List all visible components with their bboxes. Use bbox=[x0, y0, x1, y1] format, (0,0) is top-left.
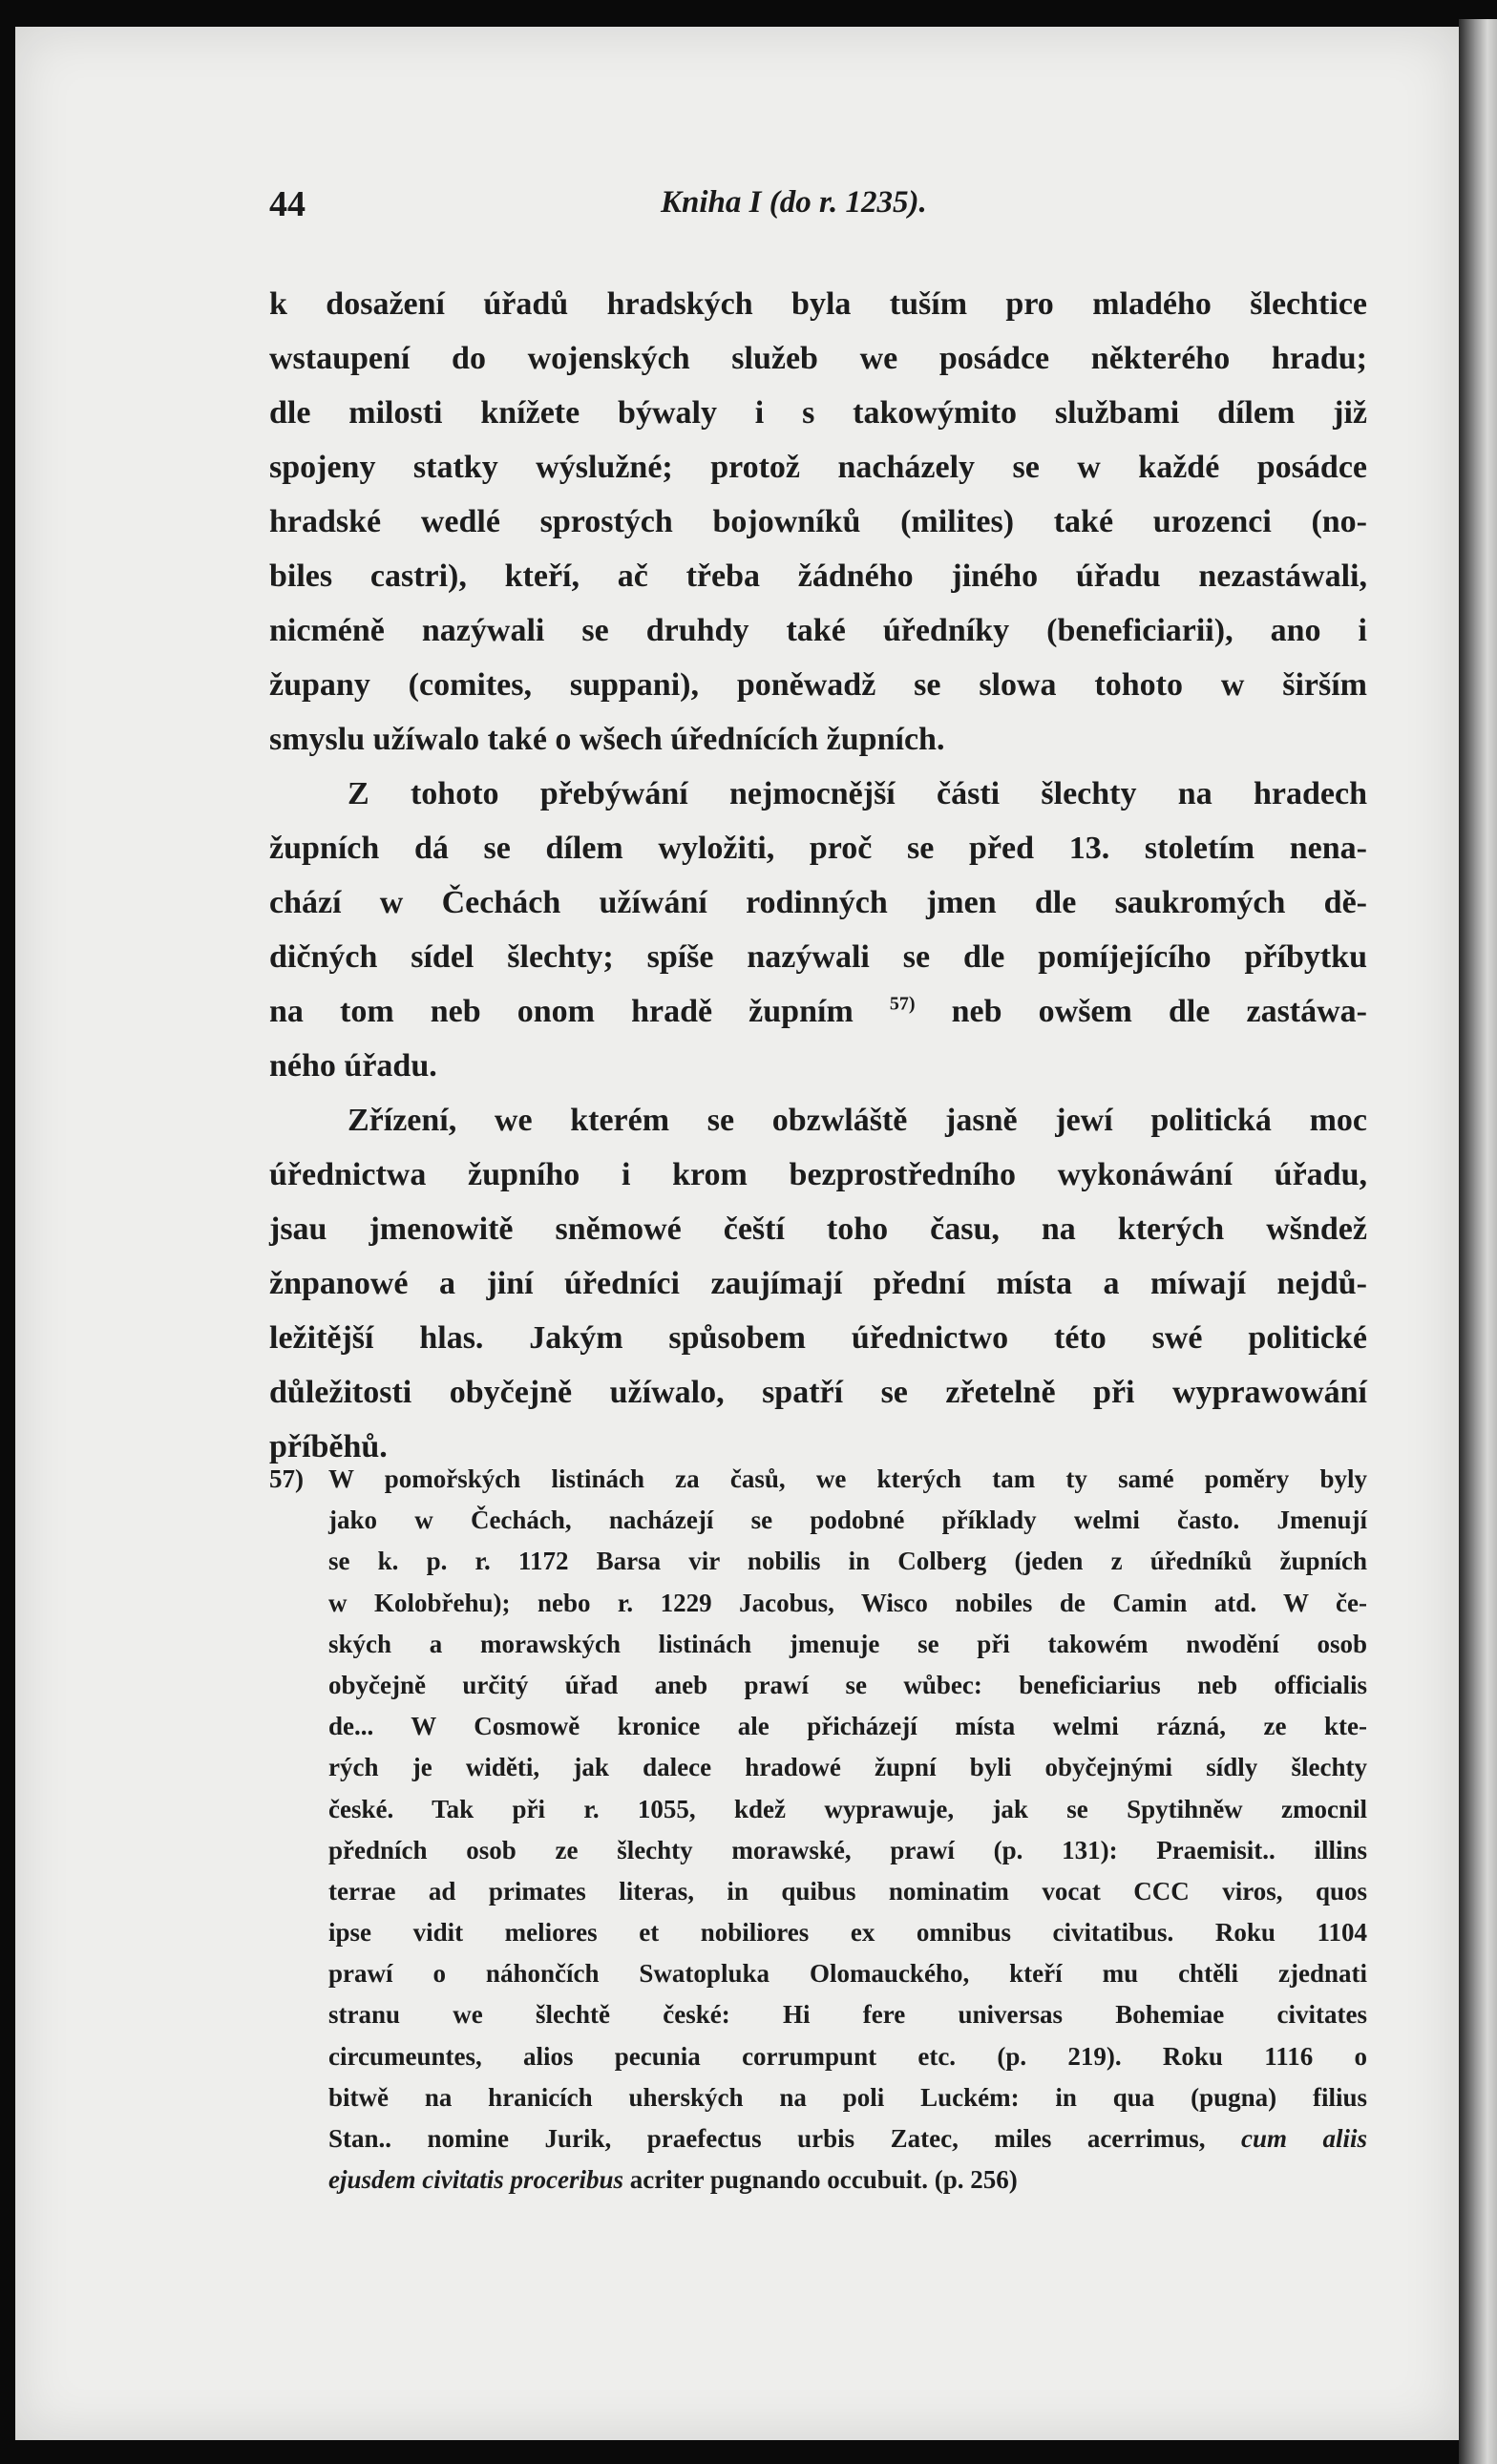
footnote-line: bitwě na hranicích uherských na poli Luckém: in qua (pugna) filius bbox=[328, 2082, 1367, 2112]
text-line: dičných sídel šlechty; spíše nazýwali se dle pomíjejícího příbytku bbox=[269, 939, 1367, 975]
text-line: důležitosti obyčejně užíwalo, spatří se zřetelně při wyprawowání bbox=[269, 1375, 1367, 1410]
footnote-line: jako w Čechách, nacházejí se podobné příklady welmi často. Jmenují bbox=[328, 1506, 1367, 1535]
text-line: ležitější hlas. Jakým spůsobem úřednictwo této swé politické bbox=[269, 1320, 1367, 1356]
text-line: nicméně nazýwali se druhdy také úředníky (beneficiarii), ano i bbox=[269, 613, 1367, 648]
paragraph-start: Z tohoto přebýwání nejmocnější části šlechty na hradech bbox=[348, 776, 1367, 811]
text-line: jsau jmenowitě sněmowé čeští toho času, na kterých wšndež bbox=[269, 1211, 1367, 1247]
footnote-line: circumeuntes, alios pecunia corrumpunt etc. (p. 219). Roku 1116 o bbox=[328, 2041, 1367, 2071]
footnote-line: se k. p. r. 1172 Barsa vir nobilis in Colberg (jeden z úředníků župních bbox=[328, 1547, 1367, 1576]
text-fragment: na tom neb onom hradě župním bbox=[269, 994, 854, 1029]
text-line: k dosažení úřadů hradských byla tuším pro mladého šlechtice bbox=[269, 286, 1367, 322]
running-head: Kniha I (do r. 1235). bbox=[661, 185, 927, 220]
footnote-line: ipse vidit meliores et nobiliores ex omnibus civitatibus. Roku 1104 bbox=[328, 1918, 1367, 1948]
footnote-line: stranu we šlechtě české: Hi fere universas Bohemiae civitates bbox=[328, 2000, 1367, 2030]
footnote-text: W pomořských listinách za časů, we kterých tam ty samé poměry byly bbox=[328, 1464, 1367, 1493]
footnote-line: w Kolobřehu); nebo r. 1229 Jacobus, Wisco nobiles de Camin atd. W če- bbox=[328, 1588, 1367, 1617]
footnotes bbox=[269, 1459, 1367, 2201]
text-line: biles castri), kteří, ač třeba žádného jiného úřadu nezastáwali, bbox=[269, 558, 1367, 594]
page-edge bbox=[1459, 19, 1497, 2464]
text-line: příběhů. bbox=[269, 1429, 388, 1464]
main-text bbox=[269, 277, 1367, 1474]
text-line: žnpanowé a jiní úředníci zaujímají přední místa a míwají nejdů- bbox=[269, 1266, 1367, 1301]
footnote-line bbox=[269, 2159, 1367, 2201]
text-line: wstaupení do wojenských služeb we posádce některého hradu; bbox=[269, 341, 1367, 376]
footnote-reference[interactable]: 57) bbox=[889, 993, 916, 1015]
footnote-line bbox=[269, 2118, 1367, 2159]
footnote-italic: cum aliis bbox=[1241, 2124, 1368, 2153]
footnote-line: prawí o náhončích Swatopluka Olomauckého, kteří mu chtěli zjednati bbox=[328, 1959, 1367, 1989]
footnote-text: Stan.. nomine Jurik, praefectus urbis Zatec, miles acerrimus, bbox=[328, 2124, 1206, 2153]
text-line: ného úřadu. bbox=[269, 1048, 437, 1084]
footnote-line bbox=[269, 1459, 1367, 1500]
footnote-line: české. Tak při r. 1055, kdež wyprawuje, jak se Spytihněw zmocnil bbox=[328, 1794, 1367, 1823]
text-line: spojeny statky wýslužné; protož nacházely se w každé posádce bbox=[269, 450, 1367, 485]
text-line: župany (comites, suppani), poněwadž se slowa tohoto w širším bbox=[269, 667, 1367, 703]
footnote-line: předních osob ze šlechty morawské, prawí (p. 131): Praemisit.. illins bbox=[328, 1835, 1367, 1864]
page-header bbox=[269, 183, 1367, 241]
page-number: 44 bbox=[269, 184, 306, 224]
footnote-line: obyčejně určitý úřad aneb prawí se wůbec: beneficiarius neb officialis bbox=[328, 1670, 1367, 1699]
footnote-line: de... W Cosmowě kronice ale přicházejí místa welmi rázná, ze kte- bbox=[328, 1712, 1367, 1741]
footnote-line: terrae ad primates literas, in quibus nominatim vocat CCC viros, quos bbox=[328, 1876, 1367, 1906]
text-line: dle milosti knížete býwaly i s takowýmito službami dílem již bbox=[269, 395, 1367, 431]
footnote-italic: ejusdem civitatis proceribus bbox=[328, 2165, 623, 2195]
text-line: úřednictwa župního i krom bezprostředního wykonáwání úřadu, bbox=[269, 1157, 1367, 1192]
text-line: chází w Čechách užíwání rodinných jmen dle saukromých dě- bbox=[269, 885, 1367, 920]
text-line bbox=[269, 984, 1367, 1039]
paragraph-start: Zřízení, we kterém se obzwláště jasně jewí politická moc bbox=[348, 1103, 1367, 1138]
footnote-line: rých je widěti, jak dalece hradowé župní byli obyčejnými sídly šlechty bbox=[328, 1753, 1367, 1782]
text-fragment: neb owšem dle zastáwa- bbox=[915, 994, 1368, 1029]
footnote-mark: 57) bbox=[269, 1464, 304, 1493]
footnote-text: acriter pugnando occubuit. (p. 256) bbox=[622, 2165, 1018, 2195]
text-line: smyslu užíwalo také o wšech úřednících župních. bbox=[269, 722, 945, 757]
text-line: hradské wedlé sprostých bojowníků (milites) také urozenci (no- bbox=[269, 504, 1367, 539]
text-line: župních dá se dílem wyložiti, proč se před 13. stoletím nena- bbox=[269, 831, 1367, 866]
footnote-line: ských a morawských listinách jmenuje se při takowém nwodění osob bbox=[328, 1629, 1367, 1658]
